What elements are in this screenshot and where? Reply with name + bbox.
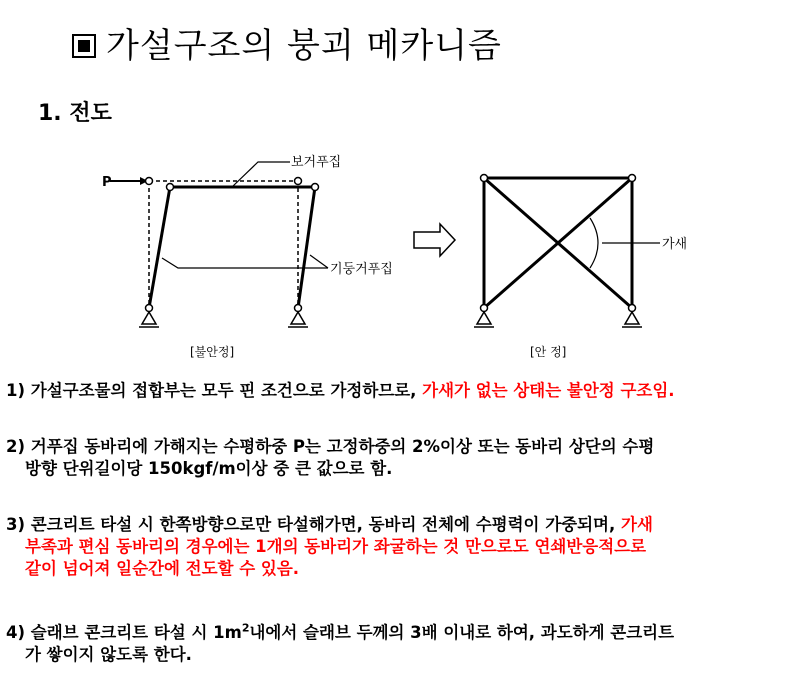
support-stable-left bbox=[477, 312, 491, 324]
list-item-1 bbox=[6, 380, 796, 402]
item4-text: 4) 슬래브 콘크리트 타설 시 1m bbox=[6, 623, 242, 642]
pin-bottom-left bbox=[146, 305, 153, 312]
stable-frame-diagram bbox=[474, 175, 687, 360]
unstable-caption: [불안정] bbox=[190, 345, 235, 359]
beam-formwork-label: 보거푸집 bbox=[291, 155, 342, 170]
page-title-text: 가설구조의 붕괴 메카니즘 bbox=[106, 26, 502, 66]
load-label: P bbox=[102, 175, 112, 190]
stable-caption: [안 정] bbox=[530, 345, 567, 359]
transition-arrow bbox=[414, 224, 455, 256]
pin-top-left bbox=[167, 184, 174, 191]
section-heading: 1. 전도 bbox=[38, 101, 112, 126]
support-left bbox=[142, 312, 156, 324]
item3-red-3: 같이 넘어져 일순간에 전도할 수 있음. bbox=[25, 559, 300, 578]
item2-line2: 방향 단위길이당 150kgf/m이상 중 큰 값으로 함. bbox=[25, 459, 393, 478]
unstable-frame-diagram bbox=[102, 154, 393, 359]
item3-red-2: 부족과 편심 동바리의 경우에는 1개의 동바리가 좌굴하는 것 만으로도 연쇄반응적으로 bbox=[25, 537, 647, 556]
hollow-arrow-icon bbox=[414, 224, 455, 256]
list-item-4 bbox=[6, 622, 796, 666]
support-stable-right bbox=[625, 312, 639, 324]
beam-leader bbox=[232, 162, 290, 187]
brace-arc bbox=[590, 218, 598, 268]
pin-stable-bl bbox=[481, 305, 488, 312]
list-item-2 bbox=[6, 436, 796, 480]
pin-stable-tl bbox=[481, 175, 488, 182]
item2-line1: 2) 거푸집 동바리에 가해지는 수평하중 P는 고정하중의 2%이상 또는 동바리 상단의 수평 bbox=[6, 437, 655, 456]
item4-suffix: 내에서 슬래브 두께의 3배 이내로 하여, 과도하게 콘크리트 bbox=[249, 623, 675, 642]
column-leader-2 bbox=[310, 255, 328, 268]
pin-top-right bbox=[312, 184, 319, 191]
support-right bbox=[291, 312, 305, 324]
item1-red-text: 가새가 없는 상태는 불안정 구조임. bbox=[422, 381, 675, 400]
deformed-right-column bbox=[298, 187, 315, 308]
item4-superscript: 2 bbox=[241, 621, 250, 635]
pin-stable-tr bbox=[629, 175, 636, 182]
pin-bottom-right bbox=[295, 305, 302, 312]
brace-label: 가새 bbox=[662, 237, 688, 252]
item3-red-1: 가새 bbox=[621, 515, 653, 534]
item4-line2: 가 쌓이지 않도록 한다. bbox=[25, 645, 192, 664]
pin-stable-br bbox=[629, 305, 636, 312]
column-formwork-label: 기둥거푸집 bbox=[330, 262, 393, 277]
list-item-3 bbox=[6, 514, 796, 580]
pin-top-left-original bbox=[146, 178, 153, 185]
deformed-left-column bbox=[149, 187, 170, 308]
pin-top-right-original bbox=[295, 178, 302, 185]
item3-text: 3) 콘크리트 타설 시 한쪽방향으로만 타설해가면, 동바리 전체에 수평력이 가중되며, bbox=[6, 515, 621, 534]
item1-text: 1) 가설구조물의 접합부는 모두 핀 조건으로 가정하므로, bbox=[6, 381, 423, 400]
